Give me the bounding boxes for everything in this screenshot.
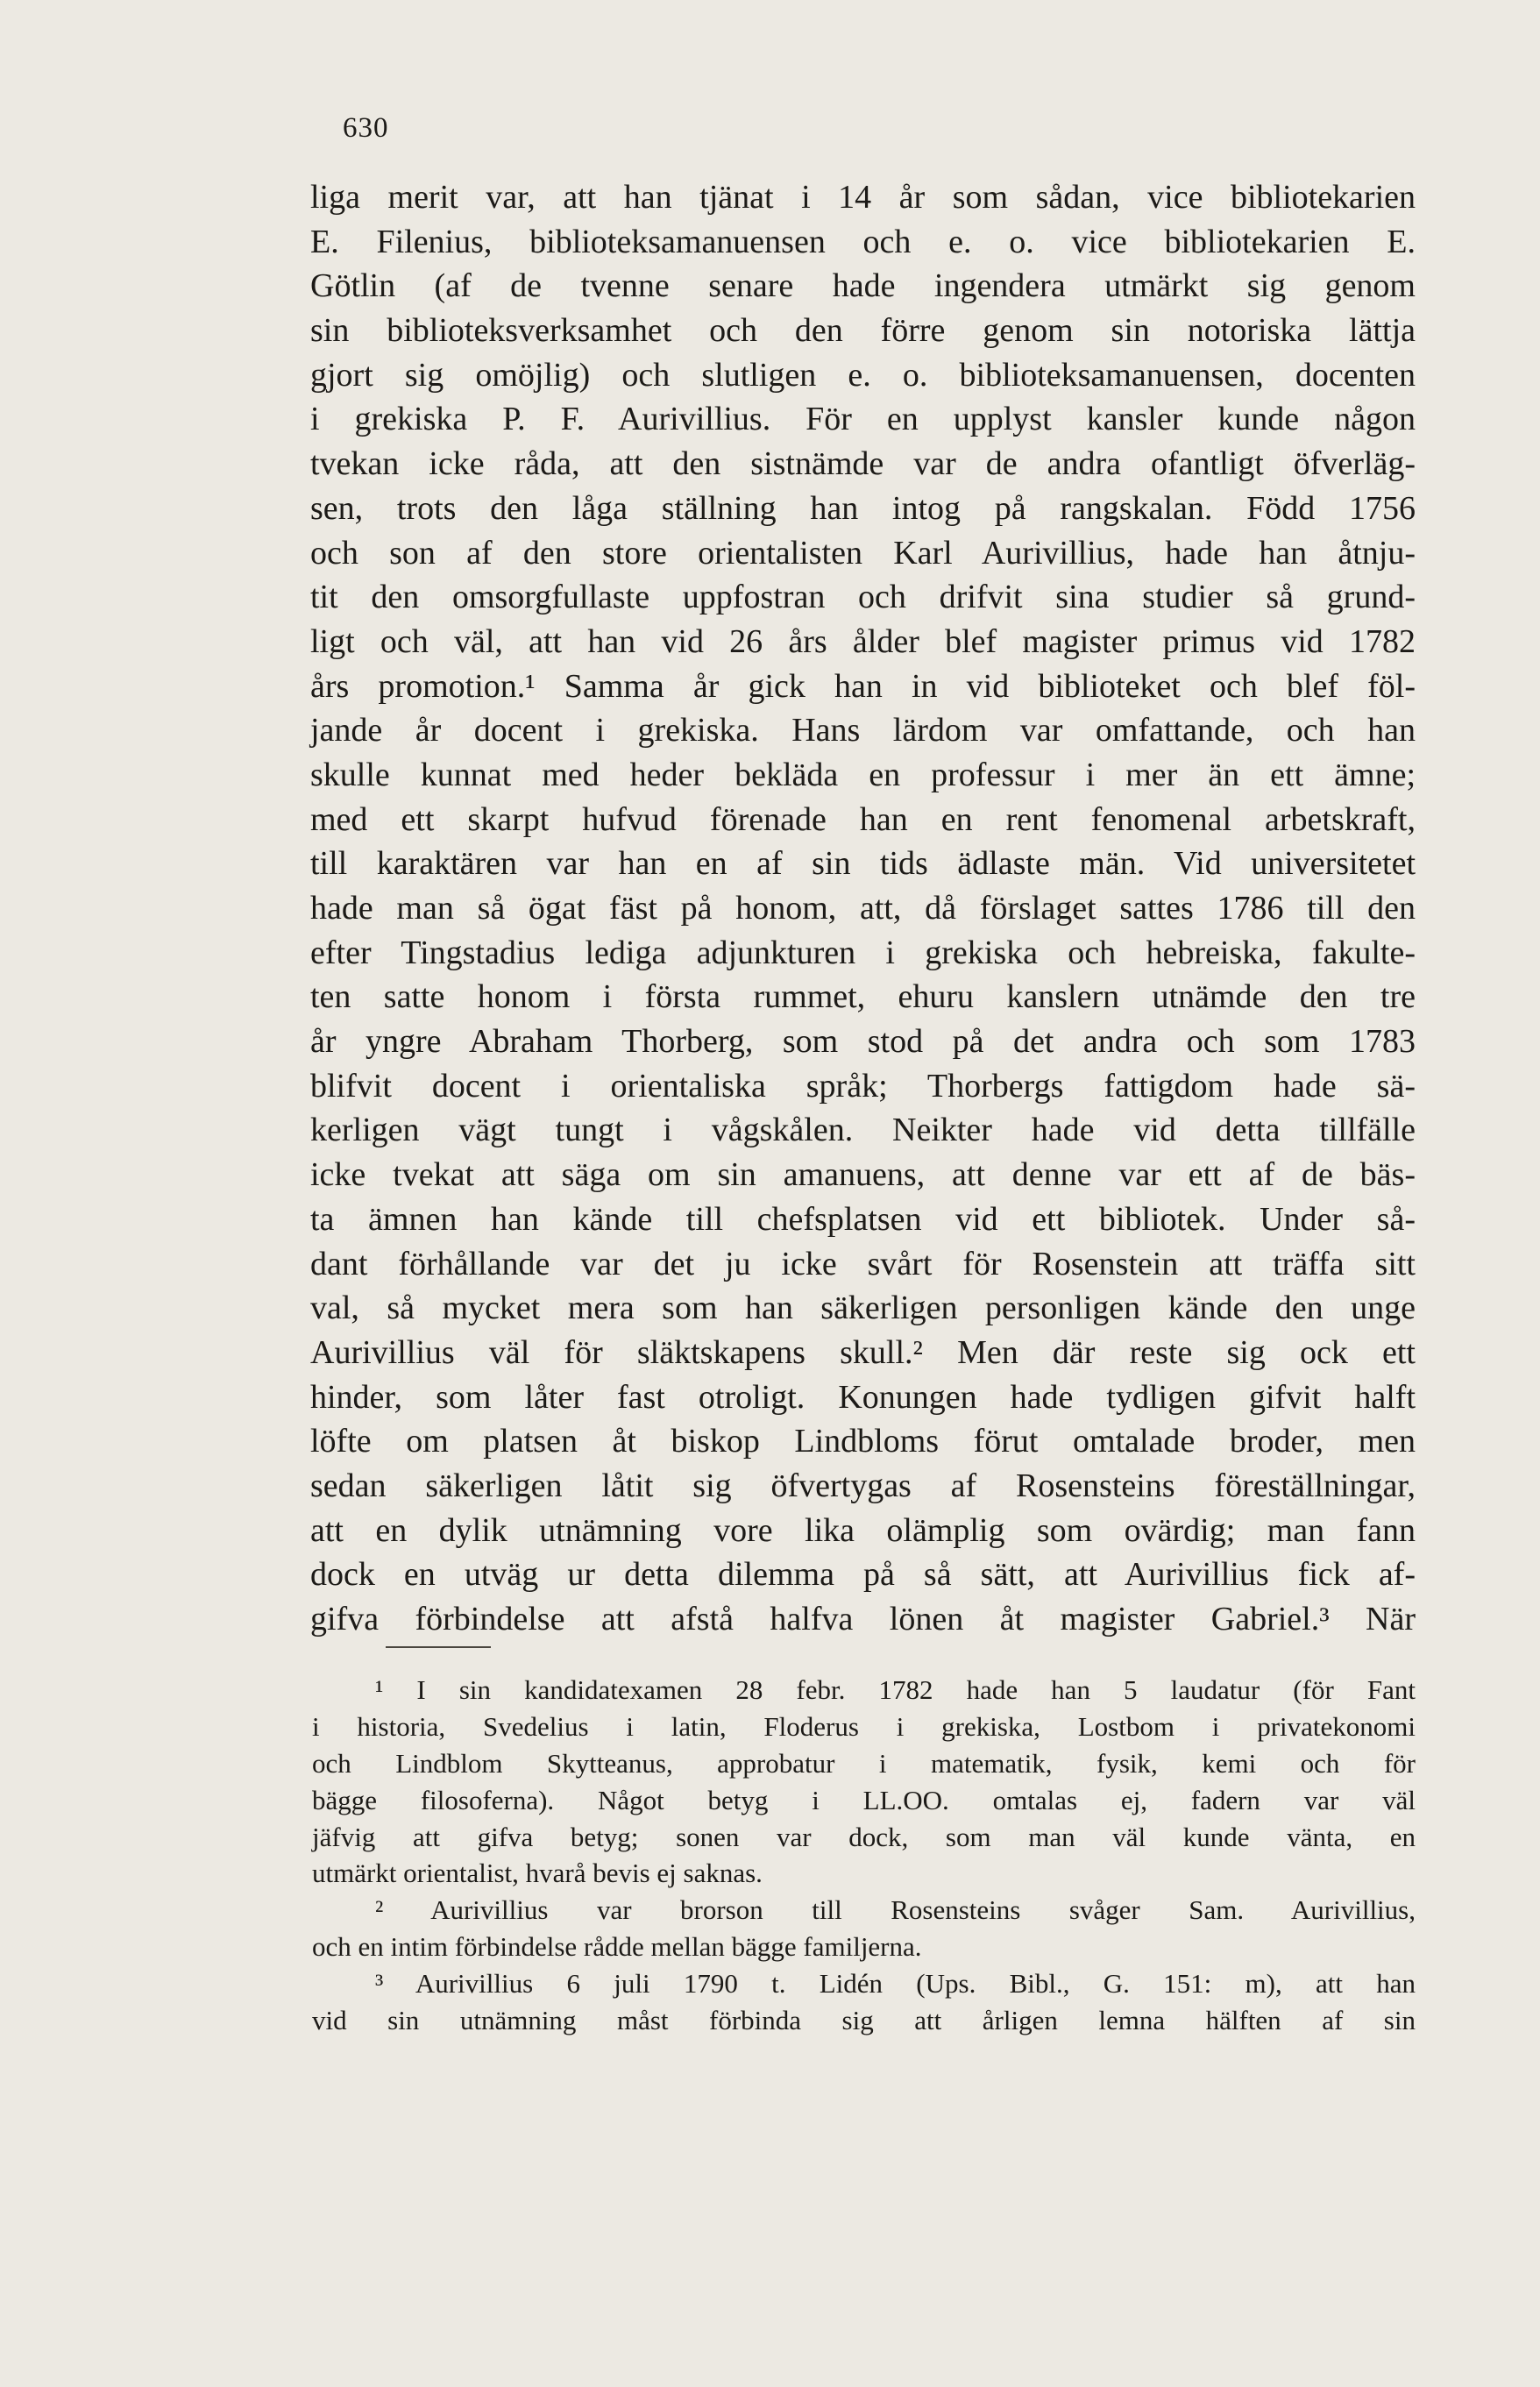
body-line: skulle kunnat med heder bekläda en professur i mer än ett ämne; xyxy=(310,756,1416,793)
body-line: år yngre Abraham Thorberg, som stod på det andra och som 1783 xyxy=(310,1023,1416,1061)
body-line: till karaktären var han en af sin tids ädlaste män. Vid universitetet xyxy=(310,845,1416,883)
body-line: E. Filenius, biblioteksamanuensen och e. o. vice bibliotekarien E. xyxy=(310,223,1416,260)
body-line: Aurivillius väl för släktskapens skull.² Men där reste sig ock ett xyxy=(310,1333,1416,1371)
body-text xyxy=(310,175,1416,1642)
body-line: ta ämnen han kände till chefsplatsen vid ett bibliotek. Under så- xyxy=(310,1200,1416,1238)
body-line: tvekan icke råda, att den sistnämde var de andra ofantligt öfverläg- xyxy=(310,445,1416,483)
body-line: års promotion.¹ Samma år gick han in vid biblioteket och blef föl- xyxy=(310,667,1416,705)
body-line: jande år docent i grekiska. Hans lärdom var omfattande, och han xyxy=(310,712,1416,749)
footnote-line: ¹ I sin kandidatexamen 28 febr. 1782 hade han 5 laudatur (för Fant xyxy=(375,1674,1416,1705)
body-line: sedan säkerligen låtit sig öfvertygas af Rosensteins föreställningar, xyxy=(310,1467,1416,1504)
body-line: icke tvekat att säga om sin amanuens, att denne var ett af de bäs- xyxy=(310,1156,1416,1194)
footnotes xyxy=(312,1672,1416,2039)
footnote-line: bägge filosoferna). Något betyg i LL.OO. omtalas ej, fadern var väl xyxy=(312,1784,1416,1815)
body-line: dant förhållande var det ju icke svårt för Rosenstein att träffa sitt xyxy=(310,1245,1416,1282)
footnote-line: ² Aurivillius var brorson till Rosensteins svåger Sam. Aurivillius, xyxy=(375,1894,1416,1926)
body-line: sen, trots den låga ställning han intog på rangskalan. Född 1756 xyxy=(310,489,1416,527)
body-line: tit den omsorgfullaste uppfostran och drifvit sina studier så grund- xyxy=(310,579,1416,616)
body-line: blifvit docent i orientaliska språk; Thorbergs fattigdom hade sä- xyxy=(310,1067,1416,1105)
footnote-separator-rule xyxy=(386,1646,491,1648)
body-line: ten satte honom i första rummet, ehuru kanslern utnämde den tre xyxy=(310,978,1416,1016)
body-line: gjort sig omöjlig) och slutligen e. o. biblioteksamanuensen, docenten xyxy=(310,356,1416,394)
body-line: gifva förbindelse att afstå halfva lönen åt magister Gabriel.³ När xyxy=(310,1601,1416,1638)
body-line: och son af den store orientalisten Karl Aurivillius, hade han åtnju- xyxy=(310,534,1416,572)
footnote-line: i historia, Svedelius i latin, Floderus i grekiska, Lostbom i privatekonomi xyxy=(312,1710,1416,1742)
footnote-line: jäfvig att gifva betyg; sonen var dock, som man väl kunde vänta, en xyxy=(312,1821,1416,1852)
body-line: kerligen vägt tungt i vågskålen. Neikter hade vid detta tillfälle xyxy=(310,1112,1416,1149)
body-line: liga merit var, att han tjänat i 14 år som sådan, vice bibliotekarien xyxy=(310,179,1416,216)
footnote-line: och Lindblom Skytteanus, approbatur i matematik, fysik, kemi och för xyxy=(312,1747,1416,1779)
body-line: efter Tingstadius lediga adjunkturen i grekiska och hebreiska, fakulte- xyxy=(310,934,1416,971)
body-line: med ett skarpt hufvud förenade han en rent fenomenal arbetskraft, xyxy=(310,800,1416,838)
body-line: hinder, som låter fast otroligt. Konungen hade tydligen gifvit halft xyxy=(310,1378,1416,1416)
body-line: ligt och väl, att han vid 26 års ålder blef magister primus vid 1782 xyxy=(310,622,1416,660)
footnote-line: utmärkt orientalist, hvarå bevis ej saknas. xyxy=(312,1858,763,1889)
body-line: val, så mycket mera som han säkerligen personligen kände den unge xyxy=(310,1289,1416,1327)
footnote-line: vid sin utnämning måst förbinda sig att årligen lemna hälften af sin xyxy=(312,2005,1416,2036)
body-line: hade man så ögat fäst på honom, att, då förslaget sattes 1786 till den xyxy=(310,890,1416,927)
body-line: i grekiska P. F. Aurivillius. För en upplyst kansler kunde någon xyxy=(310,401,1416,438)
footnote-line: och en intim förbindelse rådde mellan bägge familjerna. xyxy=(312,1931,922,1963)
body-line: löfte om platsen åt biskop Lindbloms förut omtalade broder, men xyxy=(310,1423,1416,1460)
footnote-line: ³ Aurivillius 6 juli 1790 t. Lidén (Ups. Bibl., G. 151: m), att han xyxy=(375,1968,1416,2000)
body-line: sin biblioteksverksamhet och den förre genom sin notoriska lättja xyxy=(310,312,1416,350)
body-line: dock en utväg ur detta dilemma på så sätt, att Aurivillius fick af- xyxy=(310,1556,1416,1594)
body-line: Götlin (af de tvenne senare hade ingendera utmärkt sig genom xyxy=(310,267,1416,305)
body-line: att en dylik utnämning vore lika olämplig som ovärdig; man fann xyxy=(310,1511,1416,1549)
page-number: 630 xyxy=(343,112,389,144)
